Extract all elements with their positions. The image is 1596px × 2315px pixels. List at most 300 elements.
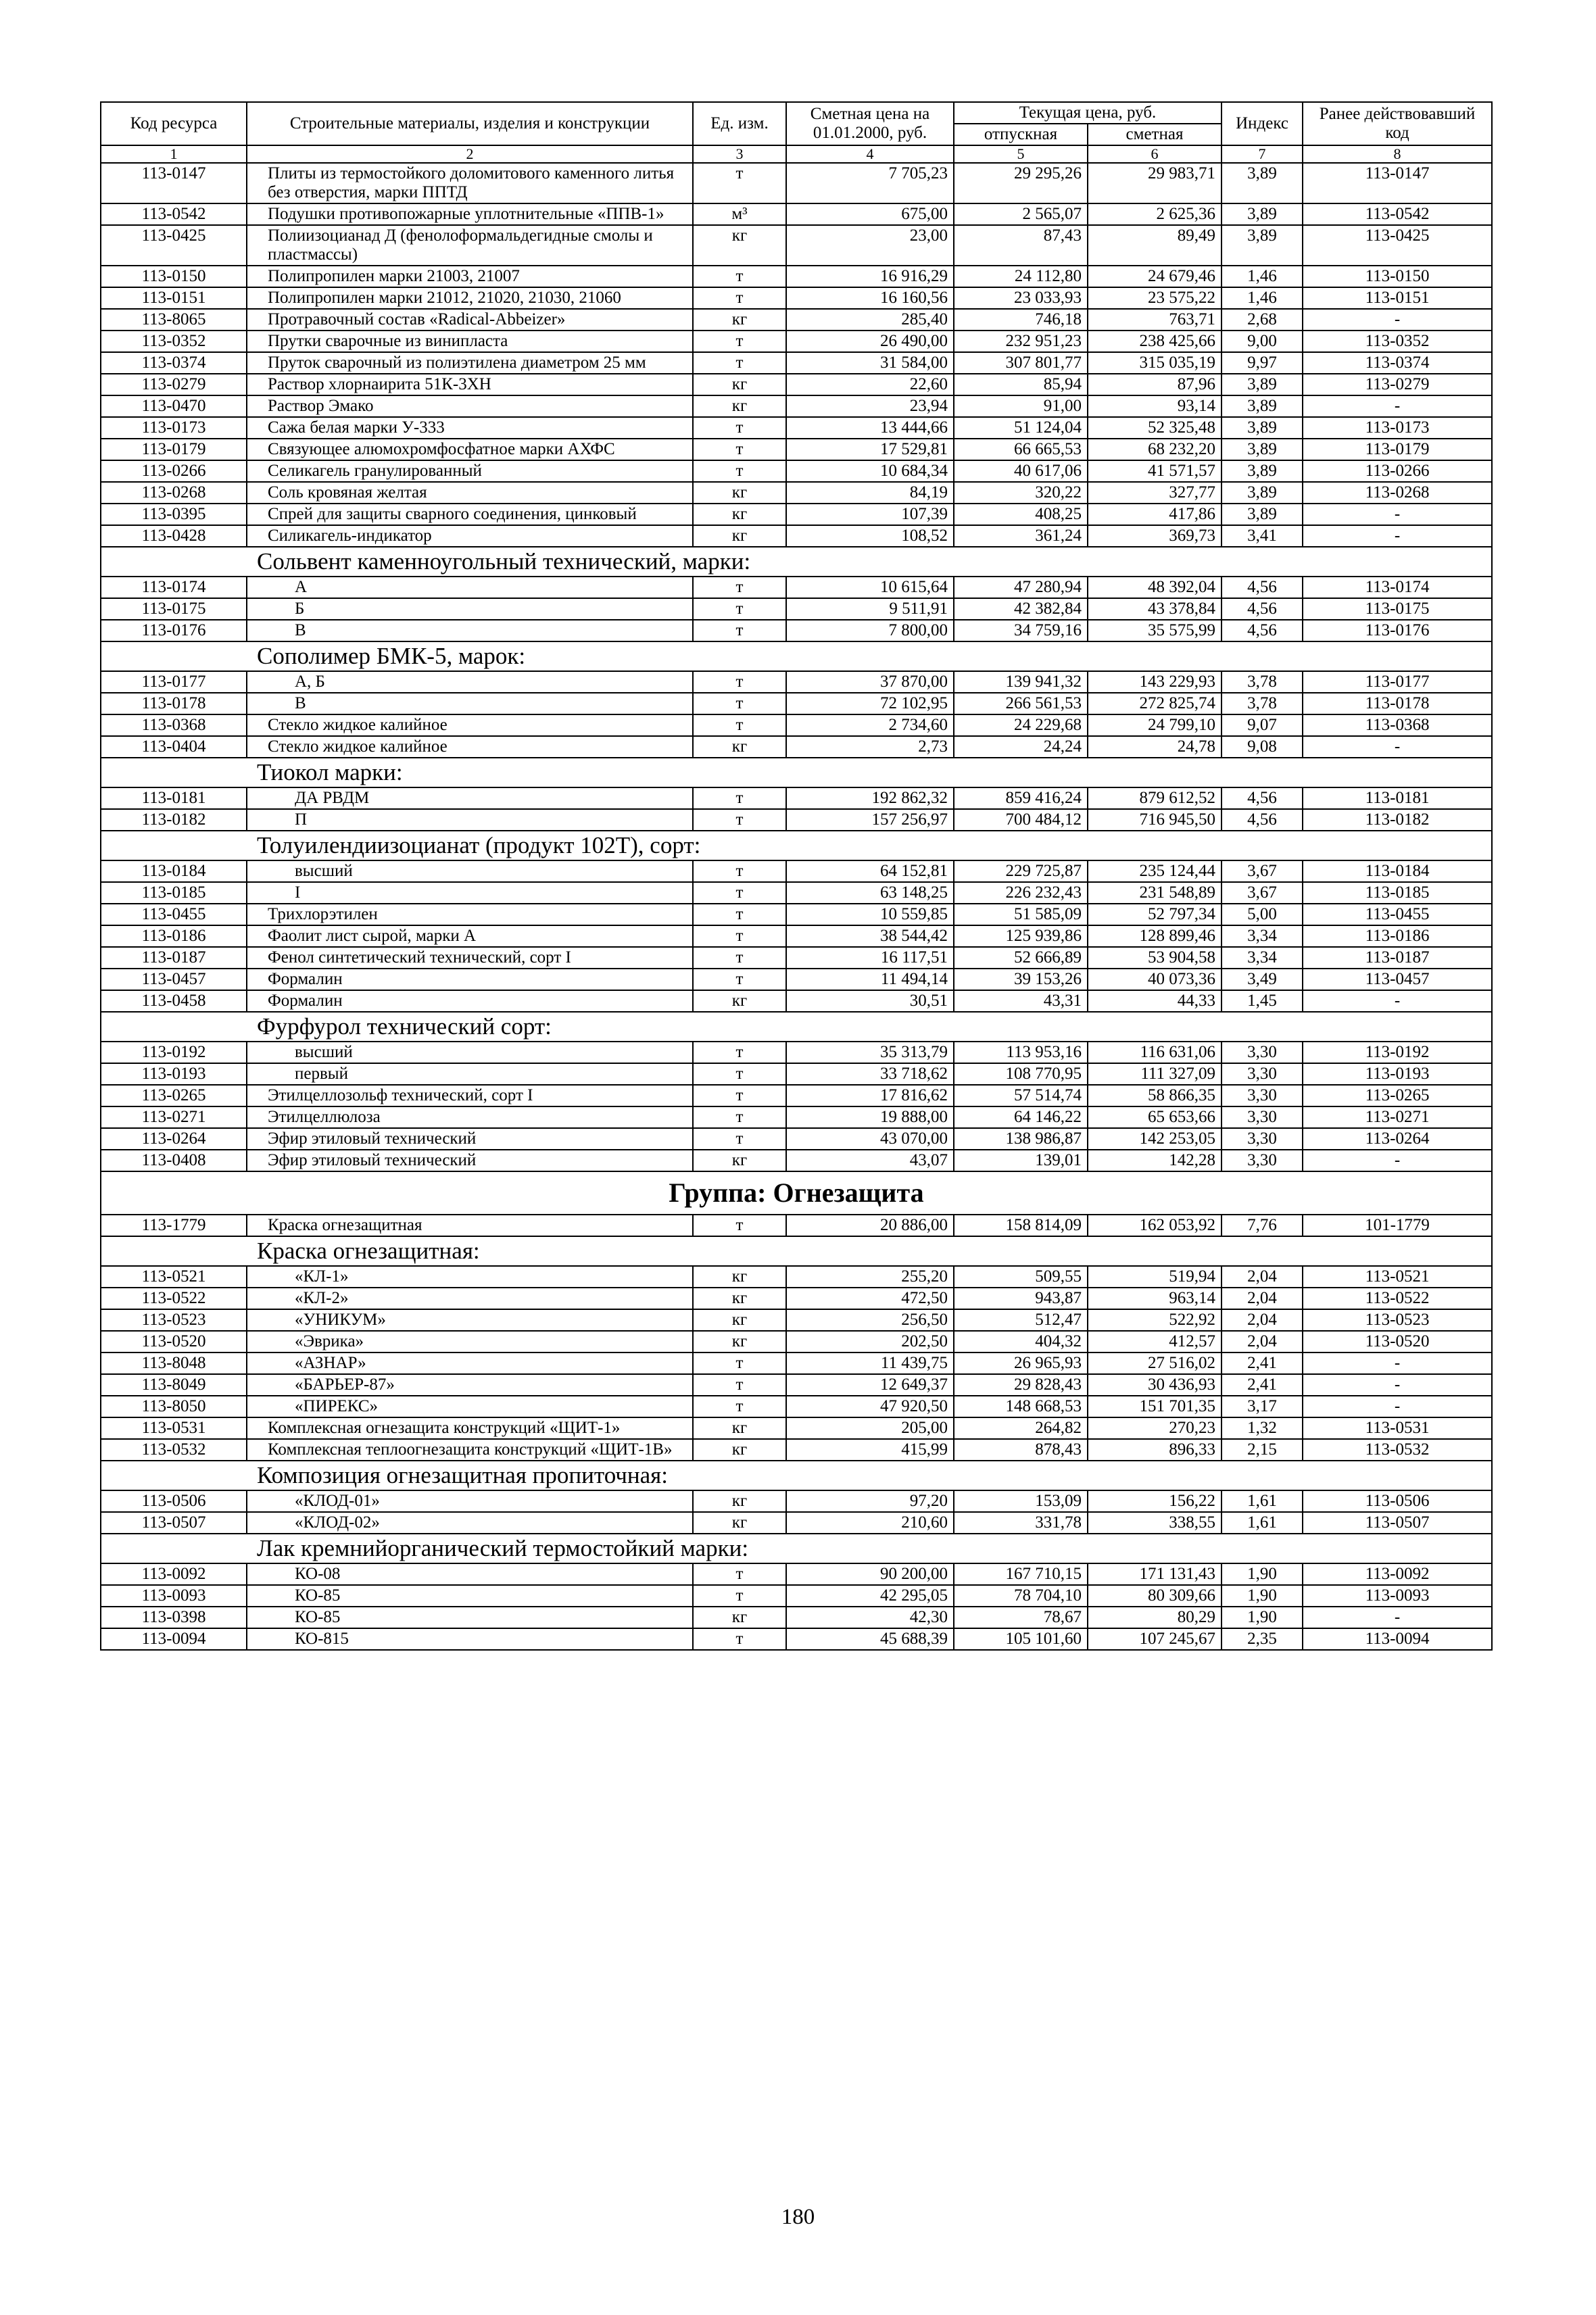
- resource-code: 113-0506: [101, 1490, 247, 1512]
- index-value: 1,46: [1222, 266, 1303, 287]
- resource-code: 113-0187: [101, 947, 247, 969]
- previous-code: 113-0150: [1303, 266, 1492, 287]
- base-price: 19 888,00: [786, 1106, 954, 1128]
- material-name: Связующее алюмохромфосфатное марки АХФС: [247, 439, 693, 460]
- index-value: 3,41: [1222, 525, 1303, 547]
- unit: м³: [693, 203, 786, 225]
- table-row: [101, 266, 1492, 287]
- table-row: [101, 1309, 1492, 1331]
- unit: т: [693, 439, 786, 460]
- unit: т: [693, 1128, 786, 1150]
- estimate-price: 238 425,66: [1088, 331, 1222, 352]
- index-value: 2,68: [1222, 309, 1303, 331]
- estimate-price: 270,23: [1088, 1417, 1222, 1439]
- header-est-price: сметная: [1088, 124, 1222, 145]
- base-price: 210,60: [786, 1512, 954, 1534]
- estimate-price: 29 983,71: [1088, 163, 1222, 203]
- material-name: Этилцеллюлоза: [247, 1106, 693, 1128]
- resource-code: 113-0147: [101, 163, 247, 203]
- base-price: 255,20: [786, 1266, 954, 1288]
- sale-price: 331,78: [954, 1512, 1088, 1534]
- table-row: [101, 598, 1492, 620]
- subheading-row: [101, 1236, 1492, 1266]
- previous-code: 101-1779: [1303, 1215, 1492, 1236]
- column-number: 6: [1088, 145, 1222, 163]
- estimate-price: 93,14: [1088, 395, 1222, 417]
- material-name: «КЛ-1»: [247, 1266, 693, 1288]
- previous-code: 113-0182: [1303, 809, 1492, 831]
- sale-price: 78,67: [954, 1607, 1088, 1628]
- previous-code: 113-0531: [1303, 1417, 1492, 1439]
- previous-code: 113-0093: [1303, 1585, 1492, 1607]
- resource-code: 113-0522: [101, 1288, 247, 1309]
- material-name: первый: [247, 1063, 693, 1085]
- index-value: 2,35: [1222, 1628, 1303, 1650]
- index-value: 2,04: [1222, 1266, 1303, 1288]
- resource-code: 113-0404: [101, 736, 247, 758]
- previous-code: 113-0092: [1303, 1563, 1492, 1585]
- sale-price: 24 112,80: [954, 266, 1088, 287]
- resource-code: 113-8050: [101, 1396, 247, 1417]
- estimate-price: 171 131,43: [1088, 1563, 1222, 1585]
- sale-price: 113 953,16: [954, 1042, 1088, 1063]
- base-price: 11 439,75: [786, 1353, 954, 1374]
- header-unit: Ед. изм.: [693, 102, 786, 145]
- table-row: [101, 1396, 1492, 1417]
- index-value: 3,89: [1222, 225, 1303, 266]
- estimate-price: 143 229,93: [1088, 671, 1222, 693]
- estimate-price: 417,86: [1088, 504, 1222, 525]
- base-price: 472,50: [786, 1288, 954, 1309]
- material-name: Эфир этиловый технический: [247, 1128, 693, 1150]
- unit: т: [693, 266, 786, 287]
- previous-code: 113-0265: [1303, 1085, 1492, 1106]
- table-row: [101, 309, 1492, 331]
- resource-code: 113-0150: [101, 266, 247, 287]
- material-name: Раствор хлорнаирита 51К-3ХН: [247, 374, 693, 395]
- table-row: [101, 1288, 1492, 1309]
- unit: т: [693, 287, 786, 309]
- resource-code: 113-0192: [101, 1042, 247, 1063]
- resource-code: 113-0532: [101, 1439, 247, 1461]
- estimate-price: 327,77: [1088, 482, 1222, 504]
- sale-price: 148 668,53: [954, 1396, 1088, 1417]
- previous-code: -: [1303, 1607, 1492, 1628]
- estimate-price: 116 631,06: [1088, 1042, 1222, 1063]
- previous-code: 113-0522: [1303, 1288, 1492, 1309]
- subheading: Композиция огнезащитная пропиточная:: [101, 1461, 1492, 1490]
- previous-code: -: [1303, 1396, 1492, 1417]
- table-row: [101, 504, 1492, 525]
- index-value: 3,89: [1222, 163, 1303, 203]
- base-price: 26 490,00: [786, 331, 954, 352]
- unit: т: [693, 947, 786, 969]
- previous-code: 113-0179: [1303, 439, 1492, 460]
- header-base-price: Сметная цена на 01.01.2000, руб.: [786, 102, 954, 145]
- column-number: 8: [1303, 145, 1492, 163]
- resource-code: 113-0094: [101, 1628, 247, 1650]
- previous-code: 113-0264: [1303, 1128, 1492, 1150]
- unit: кг: [693, 1417, 786, 1439]
- index-value: 3,30: [1222, 1085, 1303, 1106]
- index-value: 2,04: [1222, 1331, 1303, 1353]
- estimate-price: 111 327,09: [1088, 1063, 1222, 1085]
- estimate-price: 53 904,58: [1088, 947, 1222, 969]
- sale-price: 746,18: [954, 309, 1088, 331]
- index-value: 3,67: [1222, 860, 1303, 882]
- table-row: [101, 1215, 1492, 1236]
- unit: т: [693, 352, 786, 374]
- index-value: 1,32: [1222, 1417, 1303, 1439]
- resource-code: 113-0271: [101, 1106, 247, 1128]
- table-row: [101, 163, 1492, 203]
- index-value: 3,89: [1222, 439, 1303, 460]
- subheading-row: [101, 1534, 1492, 1563]
- material-name: Фаолит лист сырой, марки А: [247, 925, 693, 947]
- sale-price: 2 565,07: [954, 203, 1088, 225]
- table-body: [101, 163, 1492, 1650]
- base-price: 23,94: [786, 395, 954, 417]
- sale-price: 408,25: [954, 504, 1088, 525]
- estimate-price: 162 053,92: [1088, 1215, 1222, 1236]
- base-price: 10 559,85: [786, 904, 954, 925]
- material-name: высший: [247, 1042, 693, 1063]
- sale-price: 105 101,60: [954, 1628, 1088, 1650]
- index-value: 4,56: [1222, 598, 1303, 620]
- estimate-price: 24 799,10: [1088, 714, 1222, 736]
- price-table: [100, 101, 1493, 1651]
- index-value: 9,97: [1222, 352, 1303, 374]
- previous-code: 113-0507: [1303, 1512, 1492, 1534]
- index-value: 1,61: [1222, 1512, 1303, 1534]
- material-name: Сажа белая марки У-333: [247, 417, 693, 439]
- index-value: 3,34: [1222, 947, 1303, 969]
- base-price: 16 160,56: [786, 287, 954, 309]
- base-price: 285,40: [786, 309, 954, 331]
- unit: кг: [693, 1607, 786, 1628]
- sale-price: 232 951,23: [954, 331, 1088, 352]
- base-price: 2 734,60: [786, 714, 954, 736]
- previous-code: 113-0184: [1303, 860, 1492, 882]
- table-row: [101, 1042, 1492, 1063]
- sale-price: 24 229,68: [954, 714, 1088, 736]
- base-price: 10 684,34: [786, 460, 954, 482]
- unit: т: [693, 1106, 786, 1128]
- sale-price: 320,22: [954, 482, 1088, 504]
- table-row: [101, 374, 1492, 395]
- previous-code: 113-0520: [1303, 1331, 1492, 1353]
- material-name: Стекло жидкое калийное: [247, 714, 693, 736]
- base-price: 675,00: [786, 203, 954, 225]
- index-value: 3,89: [1222, 374, 1303, 395]
- unit: кг: [693, 1309, 786, 1331]
- index-value: 4,56: [1222, 787, 1303, 809]
- index-value: 3,89: [1222, 482, 1303, 504]
- index-value: 3,30: [1222, 1063, 1303, 1085]
- sale-price: 859 416,24: [954, 787, 1088, 809]
- index-value: 2,41: [1222, 1374, 1303, 1396]
- previous-code: -: [1303, 1353, 1492, 1374]
- base-price: 16 916,29: [786, 266, 954, 287]
- estimate-price: 44,33: [1088, 990, 1222, 1012]
- previous-code: 113-0187: [1303, 947, 1492, 969]
- table-row: [101, 460, 1492, 482]
- previous-code: 113-0374: [1303, 352, 1492, 374]
- estimate-price: 2 625,36: [1088, 203, 1222, 225]
- unit: кг: [693, 309, 786, 331]
- sale-price: 40 617,06: [954, 460, 1088, 482]
- index-value: 3,89: [1222, 504, 1303, 525]
- index-value: 2,15: [1222, 1439, 1303, 1461]
- estimate-price: 24 679,46: [1088, 266, 1222, 287]
- sale-price: 52 666,89: [954, 947, 1088, 969]
- index-value: 3,89: [1222, 460, 1303, 482]
- estimate-price: 128 899,46: [1088, 925, 1222, 947]
- unit: кг: [693, 990, 786, 1012]
- sale-price: 361,24: [954, 525, 1088, 547]
- resource-code: 113-0186: [101, 925, 247, 947]
- previous-code: -: [1303, 1150, 1492, 1171]
- estimate-price: 235 124,44: [1088, 860, 1222, 882]
- estimate-price: 35 575,99: [1088, 620, 1222, 641]
- base-price: 7 705,23: [786, 163, 954, 203]
- material-name: Стекло жидкое калийное: [247, 736, 693, 758]
- column-number: 5: [954, 145, 1088, 163]
- estimate-price: 231 548,89: [1088, 882, 1222, 904]
- base-price: 23,00: [786, 225, 954, 266]
- estimate-price: 43 378,84: [1088, 598, 1222, 620]
- index-value: 2,41: [1222, 1353, 1303, 1374]
- sale-price: 24,24: [954, 736, 1088, 758]
- sale-price: 39 153,26: [954, 969, 1088, 990]
- subheading-row: [101, 831, 1492, 860]
- unit: т: [693, 1063, 786, 1085]
- table-row: [101, 882, 1492, 904]
- resource-code: 113-0542: [101, 203, 247, 225]
- base-price: 30,51: [786, 990, 954, 1012]
- table-row: [101, 203, 1492, 225]
- sale-price: 26 965,93: [954, 1353, 1088, 1374]
- resource-code: 113-0457: [101, 969, 247, 990]
- table-row: [101, 809, 1492, 831]
- estimate-price: 156,22: [1088, 1490, 1222, 1512]
- index-value: 1,46: [1222, 287, 1303, 309]
- resource-code: 113-0178: [101, 693, 247, 714]
- previous-code: -: [1303, 736, 1492, 758]
- subheading: Краска огнезащитная:: [101, 1236, 1492, 1266]
- material-name: «КЛОД-01»: [247, 1490, 693, 1512]
- estimate-price: 519,94: [1088, 1266, 1222, 1288]
- estimate-price: 879 612,52: [1088, 787, 1222, 809]
- subheading: Лак кремнийорганический термостойкий марки:: [101, 1534, 1492, 1563]
- unit: т: [693, 460, 786, 482]
- unit: т: [693, 714, 786, 736]
- unit: кг: [693, 1266, 786, 1288]
- previous-code: 113-0186: [1303, 925, 1492, 947]
- estimate-price: 412,57: [1088, 1331, 1222, 1353]
- sale-price: 57 514,74: [954, 1085, 1088, 1106]
- base-price: 42,30: [786, 1607, 954, 1628]
- base-price: 7 800,00: [786, 620, 954, 641]
- previous-code: 113-0173: [1303, 417, 1492, 439]
- index-value: 2,04: [1222, 1288, 1303, 1309]
- table-row: [101, 736, 1492, 758]
- header-prev-code: Ранее действовавший код: [1303, 102, 1492, 145]
- base-price: 108,52: [786, 525, 954, 547]
- table-row: [101, 1585, 1492, 1607]
- resource-code: 113-0507: [101, 1512, 247, 1534]
- estimate-price: 68 232,20: [1088, 439, 1222, 460]
- resource-code: 113-0531: [101, 1417, 247, 1439]
- sale-price: 307 801,77: [954, 352, 1088, 374]
- table-row: [101, 331, 1492, 352]
- index-value: 4,56: [1222, 577, 1303, 598]
- estimate-price: 52 797,34: [1088, 904, 1222, 925]
- table-row: [101, 525, 1492, 547]
- unit: кг: [693, 736, 786, 758]
- sale-price: 125 939,86: [954, 925, 1088, 947]
- sale-price: 167 710,15: [954, 1563, 1088, 1585]
- estimate-price: 896,33: [1088, 1439, 1222, 1461]
- resource-code: 113-0193: [101, 1063, 247, 1085]
- sale-price: 229 725,87: [954, 860, 1088, 882]
- unit: т: [693, 1585, 786, 1607]
- estimate-price: 369,73: [1088, 525, 1222, 547]
- sale-price: 153,09: [954, 1490, 1088, 1512]
- unit: т: [693, 331, 786, 352]
- previous-code: 113-0368: [1303, 714, 1492, 736]
- table-row: [101, 969, 1492, 990]
- table-row: [101, 352, 1492, 374]
- resource-code: 113-1779: [101, 1215, 247, 1236]
- base-price: 20 886,00: [786, 1215, 954, 1236]
- previous-code: 113-0175: [1303, 598, 1492, 620]
- table-row: [101, 417, 1492, 439]
- material-name: Прутки сварочные из винипласта: [247, 331, 693, 352]
- index-value: 3,89: [1222, 203, 1303, 225]
- resource-code: 113-0174: [101, 577, 247, 598]
- resource-code: 113-8049: [101, 1374, 247, 1396]
- previous-code: 113-0181: [1303, 787, 1492, 809]
- base-price: 45 688,39: [786, 1628, 954, 1650]
- unit: кг: [693, 374, 786, 395]
- subheading: Сольвент каменноугольный технический, марки:: [101, 547, 1492, 577]
- estimate-price: 963,14: [1088, 1288, 1222, 1309]
- previous-code: 113-0457: [1303, 969, 1492, 990]
- index-value: 1,61: [1222, 1490, 1303, 1512]
- material-name: А, Б: [247, 671, 693, 693]
- base-price: 157 256,97: [786, 809, 954, 831]
- previous-code: 113-0521: [1303, 1266, 1492, 1288]
- base-price: 31 584,00: [786, 352, 954, 374]
- base-price: 43,07: [786, 1150, 954, 1171]
- material-name: Фенол синтетический технический, сорт I: [247, 947, 693, 969]
- material-name: Этилцеллозольф технический, сорт I: [247, 1085, 693, 1106]
- resource-code: 113-0279: [101, 374, 247, 395]
- resource-code: 113-0151: [101, 287, 247, 309]
- sale-price: 266 561,53: [954, 693, 1088, 714]
- index-value: 1,90: [1222, 1585, 1303, 1607]
- base-price: 84,19: [786, 482, 954, 504]
- sale-price: 34 759,16: [954, 620, 1088, 641]
- unit: т: [693, 787, 786, 809]
- unit: т: [693, 417, 786, 439]
- unit: кг: [693, 1331, 786, 1353]
- table-row: [101, 1063, 1492, 1085]
- estimate-price: 142,28: [1088, 1150, 1222, 1171]
- resource-code: 113-8048: [101, 1353, 247, 1374]
- table-row: [101, 947, 1492, 969]
- base-price: 90 200,00: [786, 1563, 954, 1585]
- base-price: 97,20: [786, 1490, 954, 1512]
- unit: т: [693, 163, 786, 203]
- index-value: 3,67: [1222, 882, 1303, 904]
- resource-code: 113-0184: [101, 860, 247, 882]
- resource-code: 113-0374: [101, 352, 247, 374]
- material-name: «УНИКУМ»: [247, 1309, 693, 1331]
- material-name: «АЗНАР»: [247, 1353, 693, 1374]
- group-heading-row: [101, 1171, 1492, 1215]
- material-name: ДА РВДМ: [247, 787, 693, 809]
- sale-price: 64 146,22: [954, 1106, 1088, 1128]
- material-name: Эфир этиловый технический: [247, 1150, 693, 1171]
- unit: кг: [693, 395, 786, 417]
- material-name: П: [247, 809, 693, 831]
- table-row: [101, 714, 1492, 736]
- unit: т: [693, 809, 786, 831]
- base-price: 415,99: [786, 1439, 954, 1461]
- index-value: 3,30: [1222, 1106, 1303, 1128]
- sale-price: 943,87: [954, 1288, 1088, 1309]
- estimate-price: 58 866,35: [1088, 1085, 1222, 1106]
- unit: кг: [693, 1150, 786, 1171]
- group-heading: Группа: Огнезащита: [101, 1171, 1492, 1215]
- subheading-row: [101, 758, 1492, 787]
- previous-code: 113-0147: [1303, 163, 1492, 203]
- base-price: 33 718,62: [786, 1063, 954, 1085]
- estimate-price: 80,29: [1088, 1607, 1222, 1628]
- previous-code: 113-0174: [1303, 577, 1492, 598]
- table-row: [101, 925, 1492, 947]
- material-name: Соль кровяная желтая: [247, 482, 693, 504]
- index-value: 2,04: [1222, 1309, 1303, 1331]
- previous-code: 113-0193: [1303, 1063, 1492, 1085]
- unit: т: [693, 1042, 786, 1063]
- subheading: Фурфурол технический сорт:: [101, 1012, 1492, 1042]
- resource-code: 113-0179: [101, 439, 247, 460]
- sale-price: 51 124,04: [954, 417, 1088, 439]
- sale-price: 878,43: [954, 1439, 1088, 1461]
- material-name: Формалин: [247, 969, 693, 990]
- column-number: 1: [101, 145, 247, 163]
- sale-price: 42 382,84: [954, 598, 1088, 620]
- material-name: КО-815: [247, 1628, 693, 1650]
- index-value: 9,08: [1222, 736, 1303, 758]
- base-price: 13 444,66: [786, 417, 954, 439]
- material-name: Полипропилен марки 21012, 21020, 21030, 21060: [247, 287, 693, 309]
- material-name: «Эврика»: [247, 1331, 693, 1353]
- material-name: «БАРЬЕР-87»: [247, 1374, 693, 1396]
- unit: кг: [693, 1288, 786, 1309]
- base-price: 11 494,14: [786, 969, 954, 990]
- sale-price: 87,43: [954, 225, 1088, 266]
- resource-code: 113-0470: [101, 395, 247, 417]
- sale-price: 509,55: [954, 1266, 1088, 1288]
- resource-code: 113-8065: [101, 309, 247, 331]
- index-value: 9,07: [1222, 714, 1303, 736]
- subheading-row: [101, 641, 1492, 671]
- table-row: [101, 1353, 1492, 1374]
